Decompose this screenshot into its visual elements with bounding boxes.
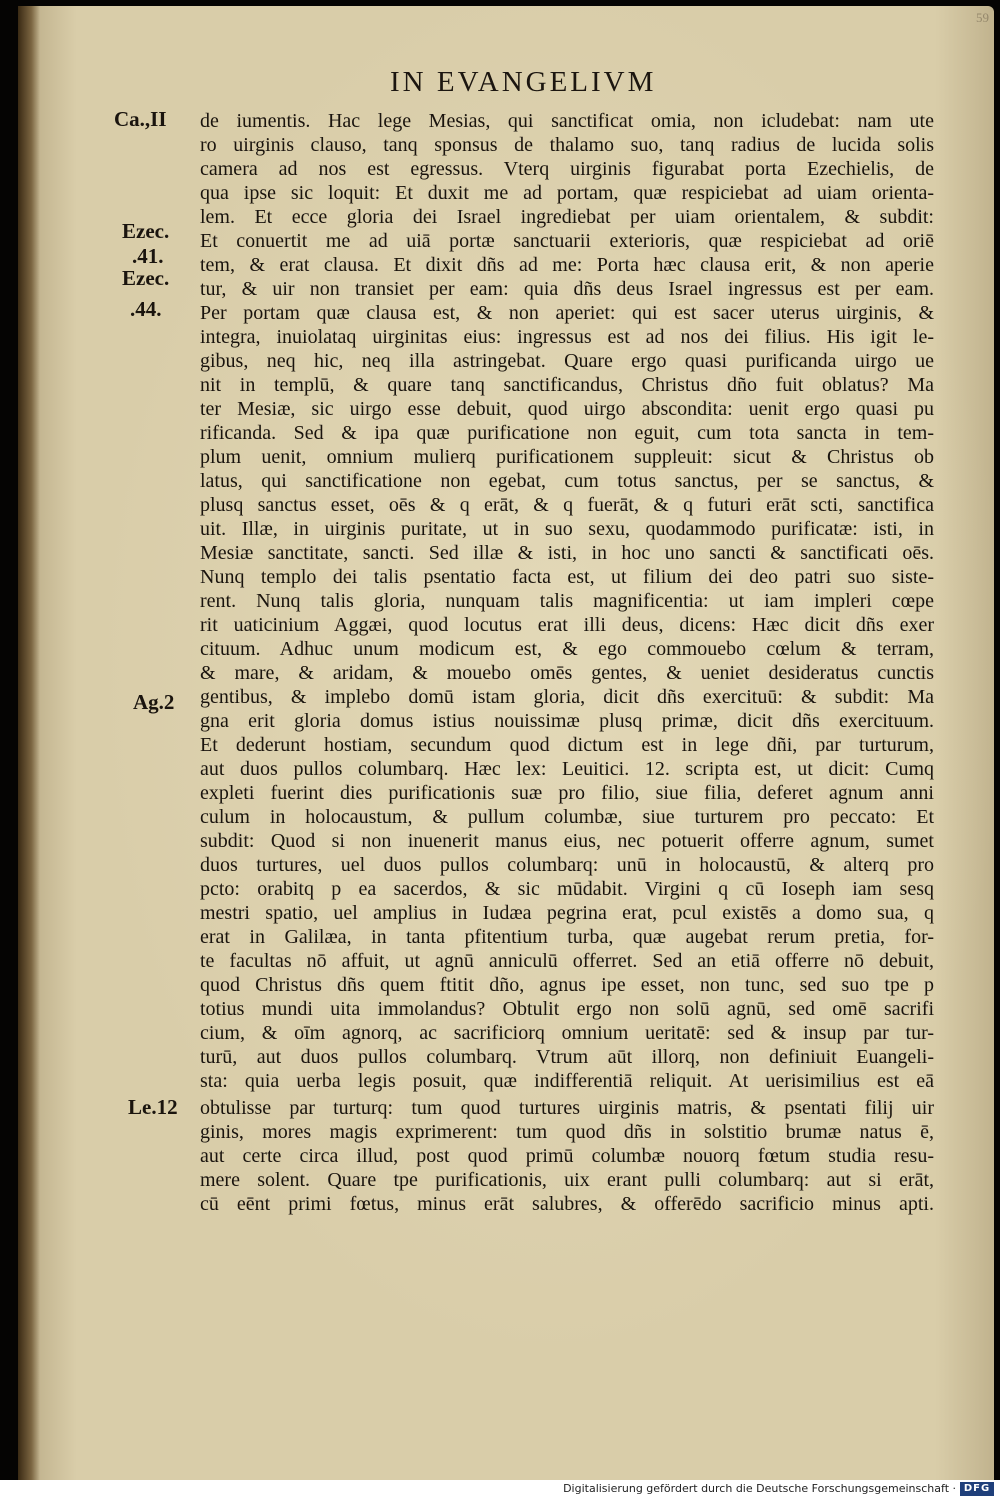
text-line: rificanda. Sed & ipa quæ purificatione non eguit, cum tota sancta in tem-	[200, 422, 934, 444]
text-line: plusq sanctus esset, oēs & q erāt, & q fuerāt, & q futuri erāt scti, sanctifica	[200, 494, 934, 516]
text-line: aut certe circa illud, post quod primū columbæ nouorq fœtum studia resu-	[200, 1145, 934, 1167]
margin-note-ezec-41: .41.	[132, 244, 164, 268]
margin-note-ezec-1: Ezec.	[122, 219, 170, 243]
text-line: rent. Nunq talis gloria, nunquam talis magnificentia: ut iam impleri cœpe	[200, 590, 934, 612]
text-line: culum in holocaustum, & pullum columbæ, siue turturem pro peccato: Et	[200, 806, 934, 828]
margin-note-leuitici: Le.12	[128, 1095, 178, 1119]
text-line: te facultas nō affuit, ut agnū anniculū offerret. Sed an etiā offerre nō debuit,	[200, 950, 934, 972]
footer-bar	[0, 1480, 1000, 1499]
page-number: 59	[976, 10, 989, 25]
text-line: gentibus, & implebo domū istam gloria, dicit dñs exercituū: & subdit: Ma	[200, 686, 934, 708]
text-line: Per portam quæ clausa est, & non aperiet: qui est sacer uterus uirginis, &	[200, 302, 934, 324]
text-line: cū eēnt primi fœtus, minus erāt salubres, & offerēdo sacrificio minus apti.	[200, 1193, 934, 1215]
text-line: Mesiæ sanctitate, sancti. Sed illæ & isti, in hoc uno sancti & sanctificati oēs.	[200, 542, 934, 564]
text-line: rit uaticinium Aggæi, quod locutus erat illi deus, dicens: Hæc dicit dñs exer	[200, 614, 934, 636]
text-line: cium, & oīm agnorq, ac sacrificiorq omnium ueritatē: sed & insup par tur-	[200, 1022, 934, 1044]
text-line: erat in Galilæa, in tanta pfitentium turba, quæ augebat rerum pretia, for-	[200, 926, 934, 948]
text-line: mestri spatio, uel amplius in Iudæa pegrina erat, pcul existēs a domo sua, q	[200, 902, 934, 924]
text-line: expleti fuerint dies purificationis suæ pro filio, siue filia, deferet agnum anni	[200, 782, 934, 804]
text-line: tem, & erat clausa. Et dixit dñs ad me: Porta hæc clausa erit, & non aperie	[200, 254, 934, 276]
text-line: gibus, neq hic, neq illa astringebat. Quare ergo quasi purificanda uirgo ue	[200, 350, 934, 372]
text-line: Et conuertit me ad uiā portæ sanctuarii exterioris, quæ respiciebat ad oriē	[200, 230, 934, 252]
text-line: subdit: Quod si non inuenerit manus eius, nec potuerit offerre agnum, sumet	[200, 830, 934, 852]
text-line: duos turtures, uel duos pullos columbarq: unū in holocaustū, & alterq pro	[200, 854, 934, 876]
dfg-logo-icon: DFG	[960, 1482, 994, 1496]
text-line: qua ipse sic loquit: Et duxit me ad portam, quæ respiciebat ad uiam orienta-	[200, 182, 934, 204]
text-line: mere solent. Quare tpe purificationis, uix erant pulli columbarq: aut si erāt,	[200, 1169, 934, 1191]
text-line: pcto: orabitq p ea sacerdos, & sic mūdabit. Virgini q cū Ioseph iam sesq	[200, 878, 934, 900]
text-line: gna erit gloria domus istius nouissimæ plusq primæ, dicit dñs exercituum.	[200, 710, 934, 732]
running-head: IN EVANGELIVM	[390, 66, 657, 98]
text-line: totius mundi uita immolandus? Obtulit ergo non solū agnū, sed omē sacrifi	[200, 998, 934, 1020]
text-line: ter Mesiæ, sic uirgo esse debuit, quod uirgo abscondita: uenit ergo quasi pu	[200, 398, 934, 420]
text-line: ro uirginis clauso, tanq sponsus de thalamo suo, tanq radius de lucida solis	[200, 134, 934, 156]
text-line: uit. Illæ, in uirginis puritate, ut in suo sexu, quodammodo purificatæ: isti, in	[200, 518, 934, 540]
text-line: camera ad nos est egressus. Vterq uirginis figurabat porta Ezechielis, de	[200, 158, 934, 180]
text-line: integra, inuiolataq uirginitas eius: ingressus est ad nos dei filius. His igit le-	[200, 326, 934, 348]
digitization-credit: Digitalisierung gefördert durch die Deutsche Forschungsgemeinschaft ·	[563, 1482, 956, 1495]
text-line: latus, qui sanctificatione non egebat, cum totus sanctus, per se sanctus, &	[200, 470, 934, 492]
text-line: tur, & uir non transiet per eam: quia dñs deus Israel ingressus est per eam.	[200, 278, 934, 300]
text-line: & mare, & aridam, & mouebo omēs gentes, & ueniet desideratus cunctis	[200, 662, 934, 684]
margin-note-aggai: Ag.2	[133, 690, 175, 714]
text-line: de iumentis. Hac lege Mesias, qui sanctificat omia, non icludebat: nam ute	[200, 110, 934, 132]
text-line: turū, aut duos pullos columbarq. Vtrum aūt illorq, non definiuit Euangeli-	[200, 1046, 934, 1068]
margin-note-ezec-44: .44.	[130, 297, 162, 321]
text-line: cituum. Adhuc unum modicum est, & ego commouebo cœlum & terram,	[200, 638, 934, 660]
text-line: plum uenit, omnium mulierq purificationem suppleuit: sicut & Christus ob	[200, 446, 934, 468]
binding-edge	[18, 6, 40, 1480]
text-line: Nunq templo dei talis psentatio facta est, ut filium dei deo patri suo siste-	[200, 566, 934, 588]
text-line: quod Christus dñs quem ftitit dño, agnus ipe esset, non tunc, sed suo tpe p	[200, 974, 934, 996]
margin-note-chapter: Ca.,II	[114, 107, 167, 131]
text-line: Et dederunt hostiam, secundum quod dictum est in lege dñi, par turturum,	[200, 734, 934, 756]
text-line: aut duos pullos columbarq. Hæc lex: Leuitici. 12. scripta est, ut dicit: Cumq	[200, 758, 934, 780]
text-line: sta: quia uerba legis posuit, quæ indifferentiā reliquit. At uerisimilius est eā	[200, 1070, 934, 1092]
text-line: lem. Et ecce gloria dei Israel ingrediebat per uiam orientalem, & subdit:	[200, 206, 934, 228]
text-line: nit in templū, & quare tanq sanctificandus, Christus dño fuit oblatus? Ma	[200, 374, 934, 396]
text-line: ginis, mores magis exprimerent: tum quod dñs in solstitio brumæ natus ē,	[200, 1121, 934, 1143]
text-line: obtulisse par turturq: tum quod turtures uirginis matris, & psentati filij uir	[200, 1097, 934, 1119]
margin-note-ezec-2: Ezec.	[122, 266, 170, 290]
